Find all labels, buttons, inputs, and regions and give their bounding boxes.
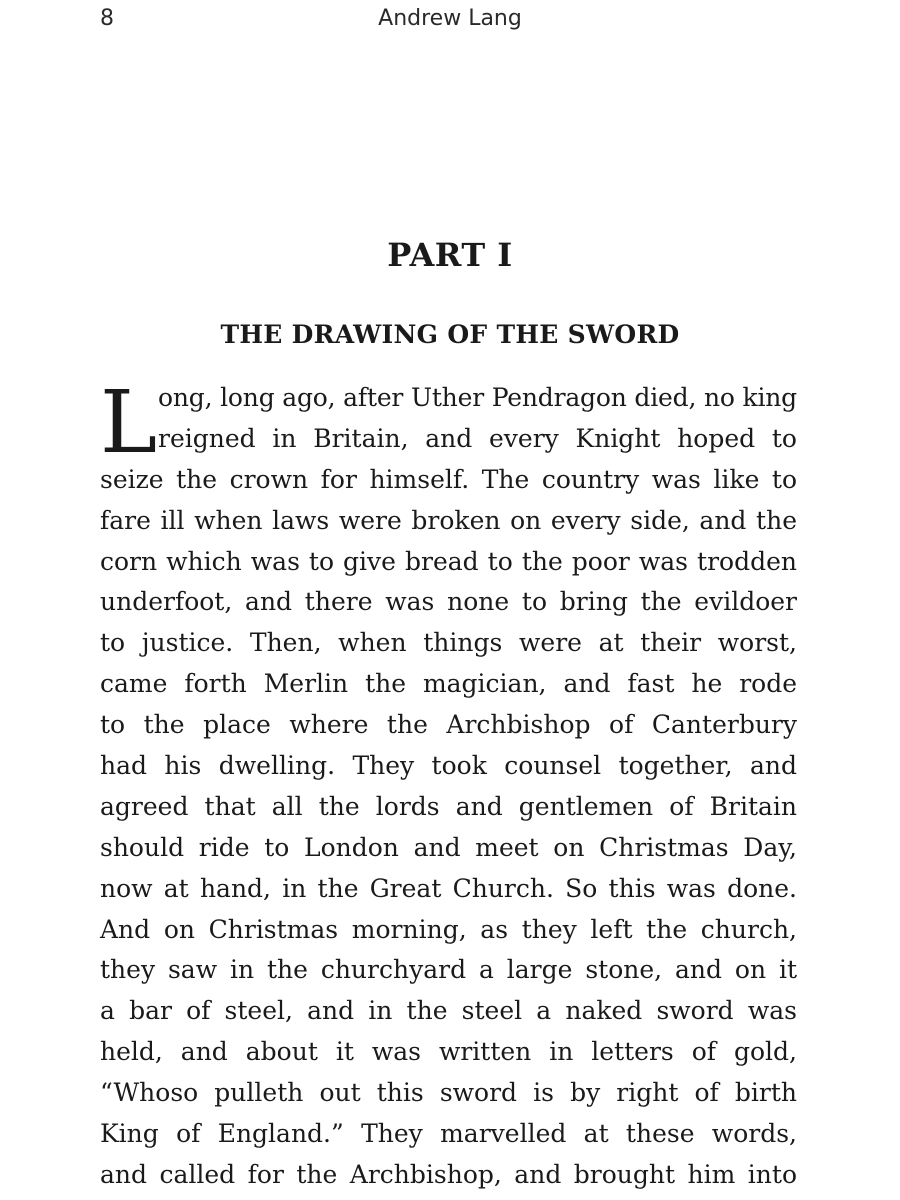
part-title: PART I bbox=[387, 236, 513, 274]
text-line: they saw in the churchyard a large stone, and on it bbox=[100, 955, 797, 985]
text-line: should ride to London and meet on Christmas Day, bbox=[100, 832, 797, 862]
page-header bbox=[0, 0, 900, 40]
drop-cap: L bbox=[100, 373, 158, 473]
text-line: And on Christmas morning, as they left the church, bbox=[100, 914, 797, 944]
text-line: to the place where the Archbishop of Canterbury bbox=[100, 710, 797, 740]
text-line: reigned in Britain, and every Knight hoped to bbox=[158, 423, 797, 453]
text-line: came forth Merlin the magician, and fast he rode bbox=[100, 669, 797, 699]
text-line: King of England.” They marvelled at these words, bbox=[100, 1119, 797, 1149]
text-line: and called for the Archbishop, and brought him into bbox=[100, 1159, 797, 1189]
text-line: a bar of steel, and in the steel a naked sword was bbox=[100, 996, 797, 1026]
body-text bbox=[100, 373, 797, 1196]
text-line: ong, long ago, after Uther Pendragon died, no king bbox=[158, 383, 797, 412]
text-line: seize the crown for himself. The country was like to bbox=[100, 464, 797, 494]
text-line: underfoot, and there was none to bring the evildoer bbox=[100, 587, 797, 617]
running-head: Andrew Lang bbox=[378, 6, 522, 31]
text-line: corn which was to give bread to the poor was trodden bbox=[100, 546, 797, 576]
text-line: now at hand, in the Great Church. So this was done. bbox=[100, 873, 797, 903]
text-line: to justice. Then, when things were at their worst, bbox=[100, 628, 797, 658]
text-line: had his dwelling. They took counsel together, and bbox=[100, 751, 797, 781]
text-line: “Whoso pulleth out this sword is by right of birth bbox=[100, 1078, 797, 1108]
page-number: 8 bbox=[100, 6, 114, 31]
text-line: agreed that all the lords and gentlemen of Britain bbox=[100, 791, 797, 821]
chapter-title: THE DRAWING OF THE SWORD bbox=[220, 320, 680, 349]
text-line: fare ill when laws were broken on every side, and the bbox=[100, 505, 797, 535]
text-line: held, and about it was written in letters of gold, bbox=[100, 1037, 797, 1067]
